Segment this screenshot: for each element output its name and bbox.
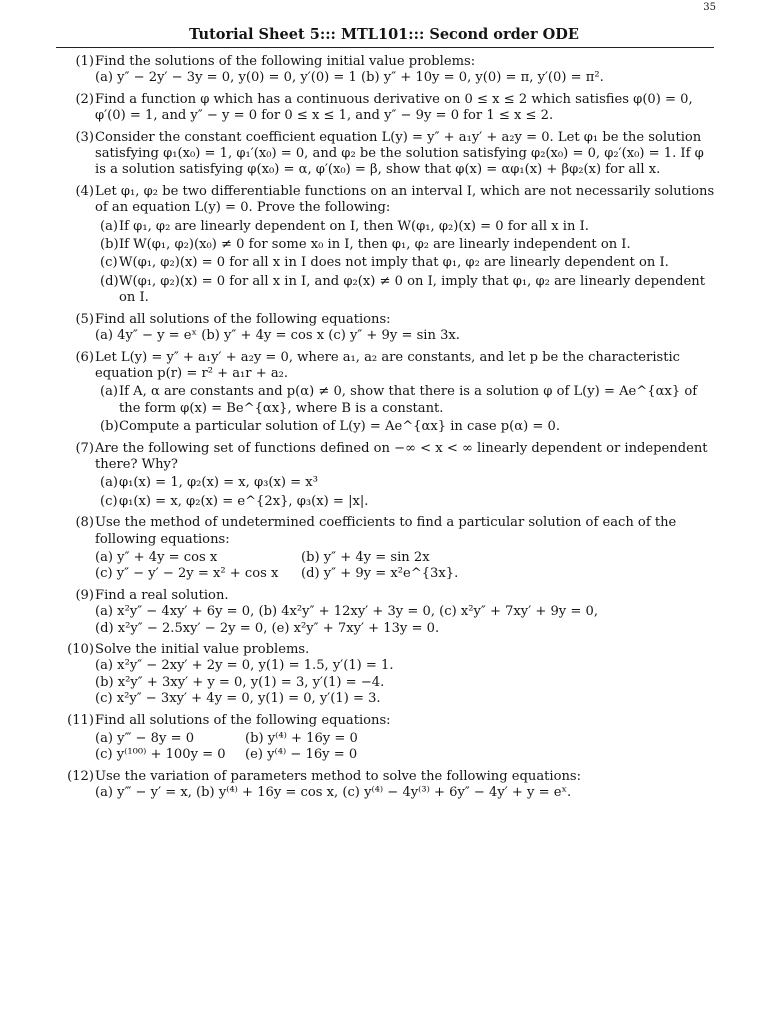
- problem-number: (8): [75, 515, 94, 531]
- problem-text: Find all solutions of the following equations:: [95, 712, 391, 728]
- subproblem-label: (a): [100, 384, 119, 400]
- problem-text: Use the variation of parameters method to solve the following equations:: [95, 768, 582, 784]
- subproblem-label: (b): [100, 419, 119, 435]
- problem-text: Find the solutions of the following initial value problems:: [95, 54, 476, 69]
- problem-text: Find all solutions of the following equations:: [95, 311, 391, 327]
- subproblem: [100, 384, 716, 417]
- subproblem-label: (b): [100, 237, 119, 253]
- problem-number: (6): [75, 349, 94, 365]
- problem-1: [0, 54, 768, 87]
- subproblem-text: If W(φ₁, φ₂)(x₀) ≠ 0 for some x₀ in I, then φ₁, φ₂ are linearly independent on I.: [119, 237, 631, 253]
- problem-number: (7): [75, 440, 94, 456]
- problem-7: [0, 441, 768, 511]
- subproblem: [100, 255, 716, 271]
- subproblem-text: φ₁(x) = x, φ₂(x) = e^{2x}, φ₃(x) = |x|.: [119, 493, 369, 509]
- problem-number: (11): [67, 712, 94, 728]
- problem-text: Use the method of undetermined coefficients to find a particular solution of each of the following equations:: [95, 515, 677, 547]
- subproblem-text: φ₁(x) = 1, φ₂(x) = x, φ₃(x) = x³: [119, 475, 318, 491]
- equation-item: (c) y⁽¹⁰⁰⁾ + 100y = 0: [95, 747, 226, 763]
- problem-number: (3): [75, 129, 94, 145]
- problem-number: (1): [75, 54, 94, 69]
- problem-12: [0, 769, 768, 802]
- subproblem-text: If φ₁, φ₂ are linearly dependent on I, then W(φ₁, φ₂)(x) = 0 for all x in I.: [119, 218, 589, 234]
- problem-number: (5): [75, 311, 94, 327]
- title-divider: [56, 47, 714, 48]
- subproblem-label: (a): [100, 218, 119, 234]
- subproblem-text: Compute a particular solution of L(y) = Ae^{αx} in case p(α) = 0.: [119, 419, 561, 435]
- problem-number: (12): [67, 768, 94, 784]
- problem-text: Find a function φ which has a continuous derivative on 0 ≤ x ≤ 2 which satisfies φ(0) = 0, φ′(0) = 1, and y″ − y = 0 for 0 ≤ x ≤ 1, and y″ − 9y = 0 for 1 ≤ x ≤ 2.: [95, 91, 693, 124]
- problem-number: (4): [75, 183, 94, 199]
- problem-line: (a) 4y″ − y = eˣ (b) y″ + 4y = cos x (c) y″ + 9y = sin 3x.: [95, 328, 460, 344]
- problem-6: [0, 350, 768, 436]
- subproblem-text: W(φ₁, φ₂)(x) = 0 for all x in I, and φ₂(x) ≠ 0 on I, imply that φ₁, φ₂ are linearly dependent on I.: [119, 273, 705, 306]
- problem-line: (b) x²y″ + 3xy′ + y = 0, y(1) = 3, y′(1) = −4.: [95, 674, 385, 690]
- equation-item: (a) y‴ − 8y = 0: [95, 731, 195, 747]
- problem-line: (a) y″ − 2y′ − 3y = 0, y(0) = 0, y′(0) = 1 (b) y″ + 10y = 0, y(0) = π, y′(0) = π².: [95, 70, 604, 86]
- problem-text: Let L(y) = y″ + a₁y′ + a₂y = 0, where a₁, a₂ are constants, and let p be the characteristic equation p(r) = r² + a₁r + a₂.: [95, 349, 681, 381]
- problem-line: (c) x²y″ − 3xy′ + 4y = 0, y(1) = 0, y′(1) = 3.: [95, 691, 381, 707]
- problem-list: [0, 54, 768, 807]
- problem-4: [0, 184, 768, 307]
- problem-number: (10): [67, 642, 94, 657]
- equation-grid: [95, 731, 716, 764]
- subproblem-text: If A, α are constants and p(α) ≠ 0, show that there is a solution φ of L(y) = Ae^{αx} of the form φ(x) = Be^{αx}, where B is a constant.: [119, 384, 698, 416]
- equation-item: (d) y″ + 9y = x²e^{3x}.: [301, 566, 459, 582]
- equation-item: (a) y″ + 4y = cos x: [95, 549, 218, 565]
- problem-line: (a) x²y″ − 2xy′ + 2y = 0, y(1) = 1.5, y′(1) = 1.: [95, 658, 394, 674]
- subproblem-text: W(φ₁, φ₂)(x) = 0 for all x in I does not imply that φ₁, φ₂ are linearly dependent on I.: [119, 255, 669, 271]
- problem-text: Are the following set of functions defined on −∞ < x < ∞ linearly dependent or independent there? Why?: [95, 440, 708, 472]
- subproblem: [100, 274, 716, 307]
- equation-item: (e) y⁽⁴⁾ − 16y = 0: [245, 747, 358, 763]
- subproblem: [100, 475, 716, 491]
- page-number: 35: [703, 2, 716, 13]
- problem-line: (a) x²y″ − 4xy′ + 6y = 0, (b) 4x²y″ + 12xy′ + 3y = 0, (c) x²y″ + 7xy′ + 9y = 0,: [95, 604, 598, 620]
- equation-item: (b) y″ + 4y = sin 2x: [301, 549, 430, 565]
- problem-line: (a) y‴ − y′ = x, (b) y⁽⁴⁾ + 16y = cos x, (c) y⁽⁴⁾ − 4y⁽³⁾ + 6y″ − 4y′ + y = eˣ.: [95, 785, 572, 801]
- subproblem: [100, 237, 716, 253]
- subproblem: [100, 219, 716, 235]
- problem-text: Let φ₁, φ₂ be two differentiable functions on an interval I, which are not necessarily solutions of an equation L(y) = 0. Prove the following:: [95, 183, 715, 216]
- subproblem-label: (c): [100, 255, 118, 271]
- page-title: Tutorial Sheet 5::: MTL101::: Second order ODE: [189, 26, 579, 43]
- equation-grid: [95, 550, 716, 583]
- problem-9: [0, 588, 768, 637]
- equation-item: (b) y⁽⁴⁾ + 16y = 0: [245, 731, 358, 747]
- subproblem: [100, 419, 716, 435]
- problem-11: [0, 713, 768, 764]
- problem-line: (d) x²y″ − 2.5xy′ − 2y = 0, (e) x²y″ + 7xy′ + 13y = 0.: [95, 620, 440, 636]
- problem-text: Find a real solution.: [95, 587, 229, 603]
- problem-3: [0, 130, 768, 179]
- problem-8: [0, 515, 768, 583]
- equation-item: (c) y″ − y′ − 2y = x² + cos x: [95, 566, 279, 582]
- subproblem-label: (a): [100, 475, 119, 491]
- subproblem: [100, 494, 716, 510]
- problem-number: (9): [75, 587, 94, 603]
- problem-5: [0, 312, 768, 345]
- problem-10: [0, 642, 768, 708]
- problem-number: (2): [75, 91, 94, 107]
- subproblem-label: (d): [100, 273, 119, 289]
- problem-2: [0, 92, 768, 125]
- subproblem-label: (c): [100, 493, 118, 509]
- problem-text: Consider the constant coefficient equation L(y) = y″ + a₁y′ + a₂y = 0. Let φ₁ be the solution satisfying φ₁(x₀) = 1, φ₁′(x₀) = 0, and φ₂ be the solution satisfying φ₂(x₀) = 0, φ₂′(x₀) = 1. If φ is a solution satisfying φ(x₀) = α, φ′(x₀) = β, show that φ(x) = αφ₁(x) + βφ₂(x) for all x.: [95, 129, 704, 178]
- problem-text: Solve the initial value problems.: [95, 642, 310, 657]
